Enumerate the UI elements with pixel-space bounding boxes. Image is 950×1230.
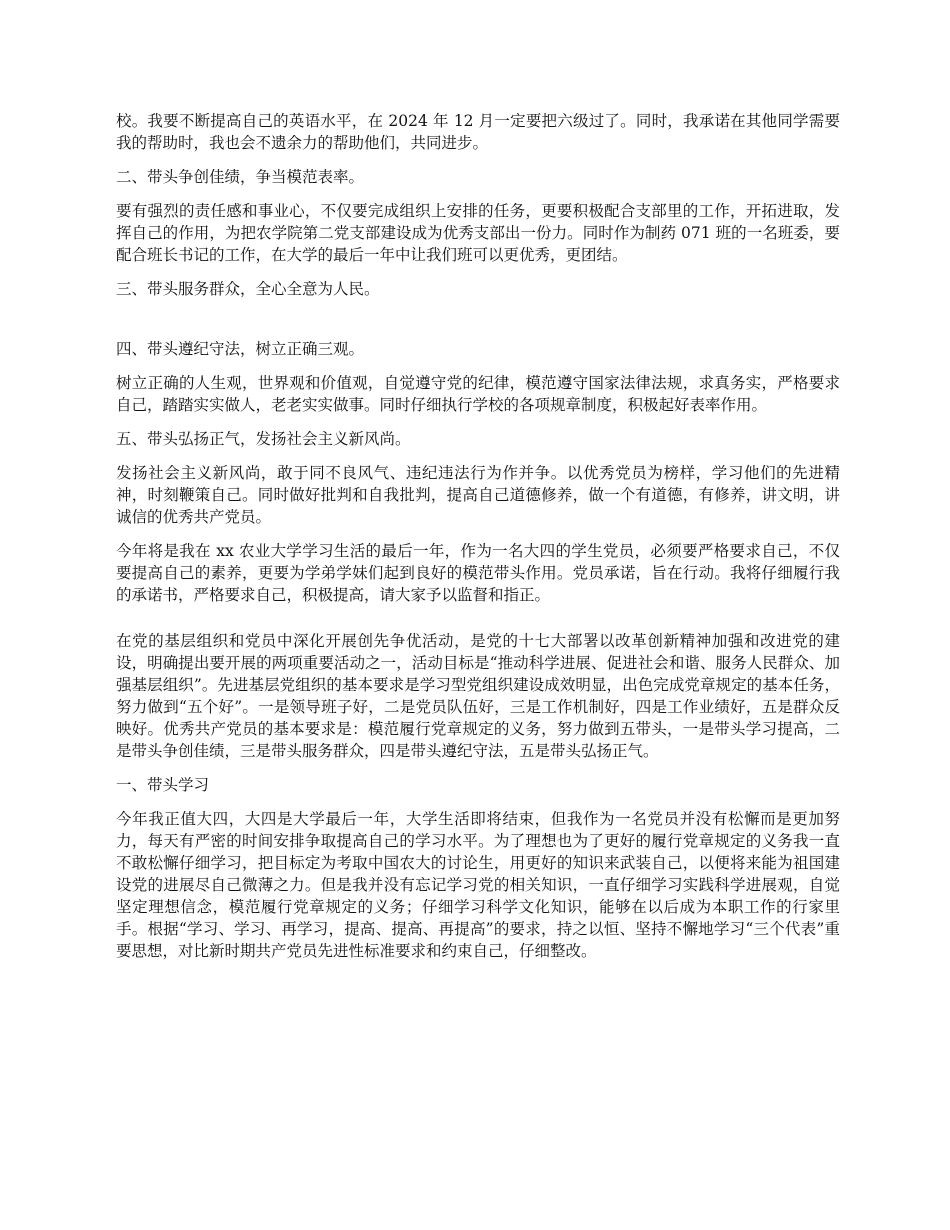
spacer <box>116 416 840 428</box>
section-heading-3: 三、带头服务群众，全心全意为人民。 <box>116 280 380 298</box>
spacer <box>116 606 840 630</box>
spacer <box>116 796 840 808</box>
document-page <box>116 110 840 962</box>
section-heading-4: 四、带头遵纪守法，树立正确三观。 <box>116 340 365 358</box>
paragraph-responsibility: 要有强烈的责任感和事业心，不仅要完成组织上安排的任务，更要积极配合支部里的工作，开拓进取，发挥自己的作用，为把农学院第二党支部建设成为优秀支部出一份力。同时作为制药 071 班的一名班委，要配合班长书记的工作，在大学的最后一年中让我们班可以更优秀，更团结。 <box>116 202 840 264</box>
paragraph-final-year: 今年将是我在 xx 农业大学学习生活的最后一年，作为一名大四的学生党员，必须要严格要求自己，不仅要提高自己的素养，更要为学弟学妹们起到良好的模范带头作用。党员承诺，旨在行动。我将仔细履行我的承诺书，严格要求自己，积极提高，请大家予以监督和指正。 <box>116 542 840 604</box>
spacer <box>116 450 840 462</box>
section-heading-5: 五、带头弘扬正气，发扬社会主义新风尚。 <box>116 430 411 448</box>
spacer <box>116 762 840 774</box>
spacer <box>116 266 840 278</box>
spacer <box>116 528 840 540</box>
paragraph-values: 树立正确的人生观，世界观和价值观，自觉遵守党的纪律，模范遵守国家法律法规，求真务实，严格要求自己，踏踏实实做人，老老实实做事。同时仔细执行学校的各项规章制度，积极起好表率作用。 <box>116 374 840 414</box>
spacer <box>116 360 840 372</box>
section-heading-study: 一、带头学习 <box>116 776 210 794</box>
section-heading-2: 二、带头争创佳绩，争当模范表率。 <box>116 168 365 186</box>
paragraph-new-ethos: 发扬社会主义新风尚，敢于同不良风气、违纪违法行为作并争。以优秀党员为榜样，学习他们的先进精神，时刻鞭策自己。同时做好批判和自我批判，提高自己道德修养，做一个有道德，有修养，讲文明，讲诚信的优秀共产党员。 <box>116 464 840 526</box>
paragraph-study: 今年我正值大四，大四是大学最后一年，大学生活即将结束，但我作为一名党员并没有松懈而是更加努力，每天有严密的时间安排争取提高自己的学习水平。为了理想也为了更好的履行党章规定的义务我一直不敢松懈仔细学习，把目标定为考取中国农大的讨论生，用更好的知识来武装自己，以便将来能为祖国建设党的进展尽自己微薄之力。但是我并没有忘记学习党的相关知识，一直仔细学习实践科学进展观，自觉坚定理想信念，模范履行党章规定的义务；仔细学习科学文化知识，能够在以后成为本职工作的行家里手。根据“学习、学习、再学习，提高、提高、再提高”的要求，持之以恒、坚持不懈地学习“三个代表”重要思想，对比新时期共产党员先进性标准要求和约束自己，仔细整改。 <box>116 810 840 960</box>
spacer <box>116 154 840 166</box>
spacer <box>116 188 840 200</box>
spacer <box>116 300 840 338</box>
paragraph-party-activities: 在党的基层组织和党员中深化开展创先争优活动，是党的十七大部署以改革创新精神加强和改进党的建设，明确提出要开展的两项重要活动之一，活动目标是“推动科学进展、促进社会和谐、服务人民群众、加强基层组织”。先进基层党组织的基本要求是学习型党组织建设成效明显，出色完成党章规定的基本任务，努力做到“五个好”。一是领导班子好，二是党员队伍好，三是工作机制好，四是工作业绩好，五是群众反映好。优秀共产党员的基本要求是：模范履行党章规定的义务，努力做到五带头，一是带头学习提高，二是带头争创佳绩，三是带头服务群众，四是带头遵纪守法，五是带头弘扬正气。 <box>116 632 840 760</box>
paragraph-commitment-english: 校。我要不断提高自己的英语水平，在 2024 年 12 月一定要把六级过了。同时，我承诺在其他同学需要我的帮助时，我也会不遗余力的帮助他们，共同进步。 <box>116 112 840 152</box>
